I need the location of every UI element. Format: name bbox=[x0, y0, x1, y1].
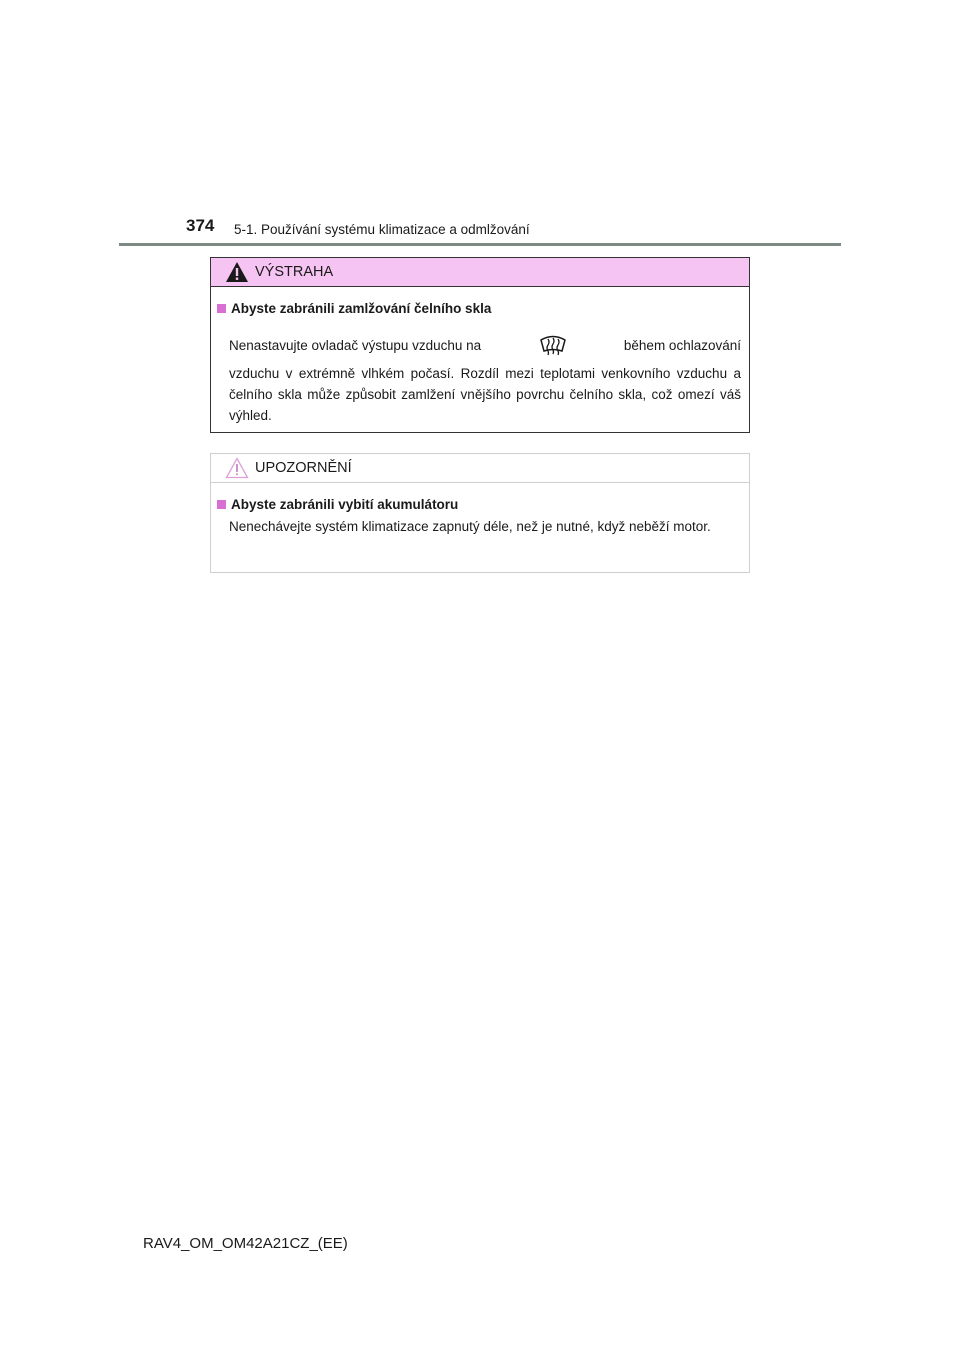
caution-section-title bbox=[217, 497, 458, 512]
warning-section-title bbox=[217, 301, 491, 316]
warning-header bbox=[211, 258, 749, 287]
warning-paragraph-line1 bbox=[229, 330, 741, 360]
warning-text-after-icon: během ochlazování bbox=[623, 337, 741, 353]
caution-box bbox=[210, 453, 750, 573]
caution-paragraph: Nenechávejte systém klimatizace zapnutý déle, než je nutné, když neběží motor. bbox=[229, 519, 711, 534]
document-code: RAV4_OM_OM42A21CZ_(EE) bbox=[143, 1235, 348, 1252]
warning-text-before-icon: Nenastavujte ovladač výstupu vzduchu na bbox=[229, 337, 482, 353]
caution-label: UPOZORNĚNÍ bbox=[255, 460, 352, 476]
bullet-square bbox=[217, 500, 226, 509]
warning-box bbox=[210, 257, 750, 433]
caution-section-title-text: Abyste zabránili vybití akumulátoru bbox=[231, 497, 459, 512]
header-rule bbox=[119, 243, 841, 246]
page-number: 374 bbox=[186, 216, 215, 235]
chapter-title: 5-1. Používání systému klimatizace a odmlžování bbox=[234, 222, 530, 237]
warning-label: VÝSTRAHA bbox=[255, 264, 334, 280]
warning-triangle-icon bbox=[225, 261, 249, 283]
caution-triangle-icon bbox=[225, 457, 249, 479]
warning-section-title-text: Abyste zabránili zamlžování čelního skla bbox=[231, 301, 492, 316]
caution-header bbox=[211, 454, 749, 483]
bullet-square bbox=[217, 304, 226, 313]
warning-paragraph-rest: vzduchu v extrémně vlhkém počasí. Rozdíl mezi teplotami venkovního vzduchu a čelního skla může způsobit zamlžení vnějšího povrchu čelního skla, což omezí váš výhled. bbox=[229, 366, 741, 423]
warning-paragraph bbox=[229, 330, 741, 426]
windshield-defogger-icon bbox=[538, 332, 568, 358]
